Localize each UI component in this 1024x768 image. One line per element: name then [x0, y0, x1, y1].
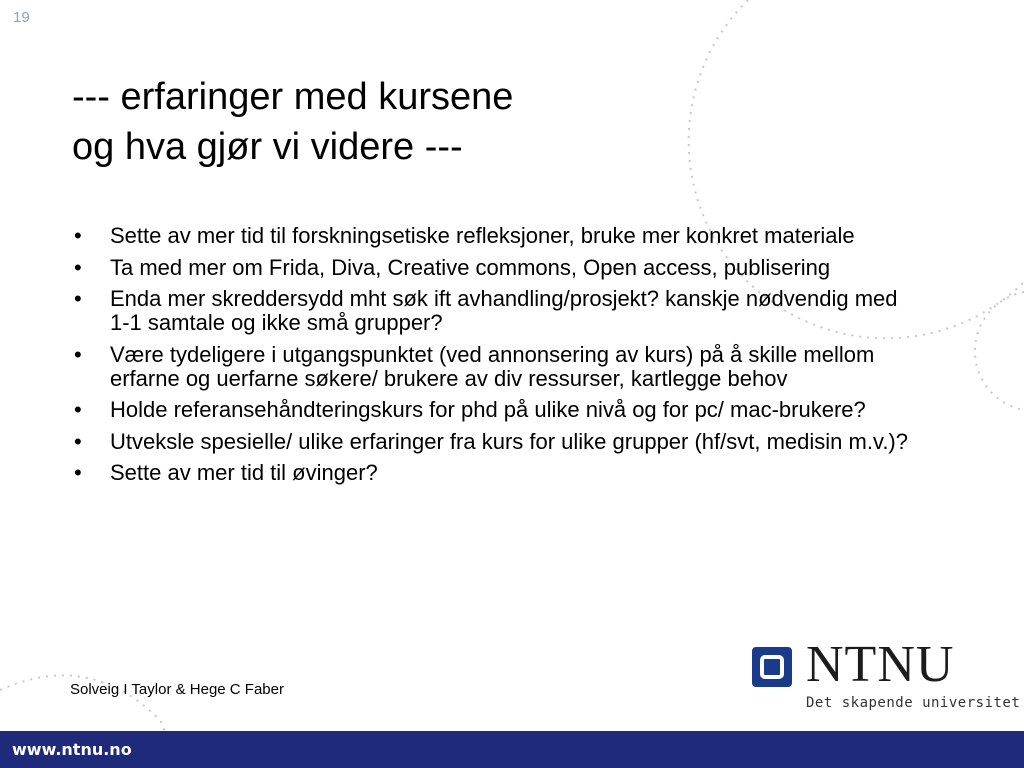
bullet-item: [72, 224, 922, 248]
bullet-list: [72, 224, 922, 493]
bullet-marker: •: [74, 397, 82, 422]
bullet-item: [72, 256, 922, 280]
bullet-item: [72, 461, 922, 485]
title-line-2: og hva gjør vi videre ---: [72, 126, 463, 168]
ntnu-logo-icon: [752, 647, 792, 687]
bullet-item: [72, 343, 922, 391]
bullet-marker: •: [74, 223, 82, 248]
bullet-text: Enda mer skreddersydd mht søk ift avhandling/prosjekt? kanskje nødvendig med 1-1 samtale og ikke små grupper?: [110, 286, 898, 335]
bullet-marker: •: [74, 460, 82, 485]
bullet-text: Sette av mer tid til forskningsetiske refleksjoner, bruke mer konkret materiale: [110, 223, 855, 248]
ntnu-logo-tagline: Det skapende universitet: [806, 695, 1021, 711]
website-link[interactable]: www.ntnu.no: [12, 740, 132, 759]
bullet-text: Holde referansehåndteringskurs for phd på ulike nivå og for pc/ mac-brukere?: [110, 397, 866, 422]
bullet-marker: •: [74, 286, 82, 311]
bullet-marker: •: [74, 254, 82, 280]
slide-number: 19: [13, 9, 30, 26]
bullet-text: Utveksle spesielle/ ulike erfaringer fra kurs for ulike grupper (hf/svt, medisin m.v.)?: [110, 428, 908, 454]
bottom-bar: [0, 731, 1024, 768]
bullet-text: Være tydeligere i utgangspunktet (ved annonsering av kurs) på å skille mellom erfarne og uerfarne søkere/ brukere av div ressurser, kartlegge behov: [110, 341, 875, 391]
bullet-marker: •: [74, 428, 82, 454]
slide-footer-authors: Solveig I Taylor & Hege C Faber: [70, 681, 284, 698]
bullet-text: Sette av mer tid til øvinger?: [110, 460, 378, 485]
bullet-text: Ta med mer om Frida, Diva, Creative commons, Open access, publisering: [110, 254, 831, 280]
bullet-item: [72, 287, 922, 335]
bullet-item: [72, 398, 922, 422]
slide-title: [72, 72, 513, 172]
ntnu-logo: [752, 636, 1021, 715]
bullet-item: [72, 430, 922, 454]
bullet-marker: •: [74, 341, 82, 367]
title-line-1: --- erfaringer med kursene: [72, 76, 514, 118]
ntnu-logo-wordmark: NTNU: [806, 636, 955, 693]
